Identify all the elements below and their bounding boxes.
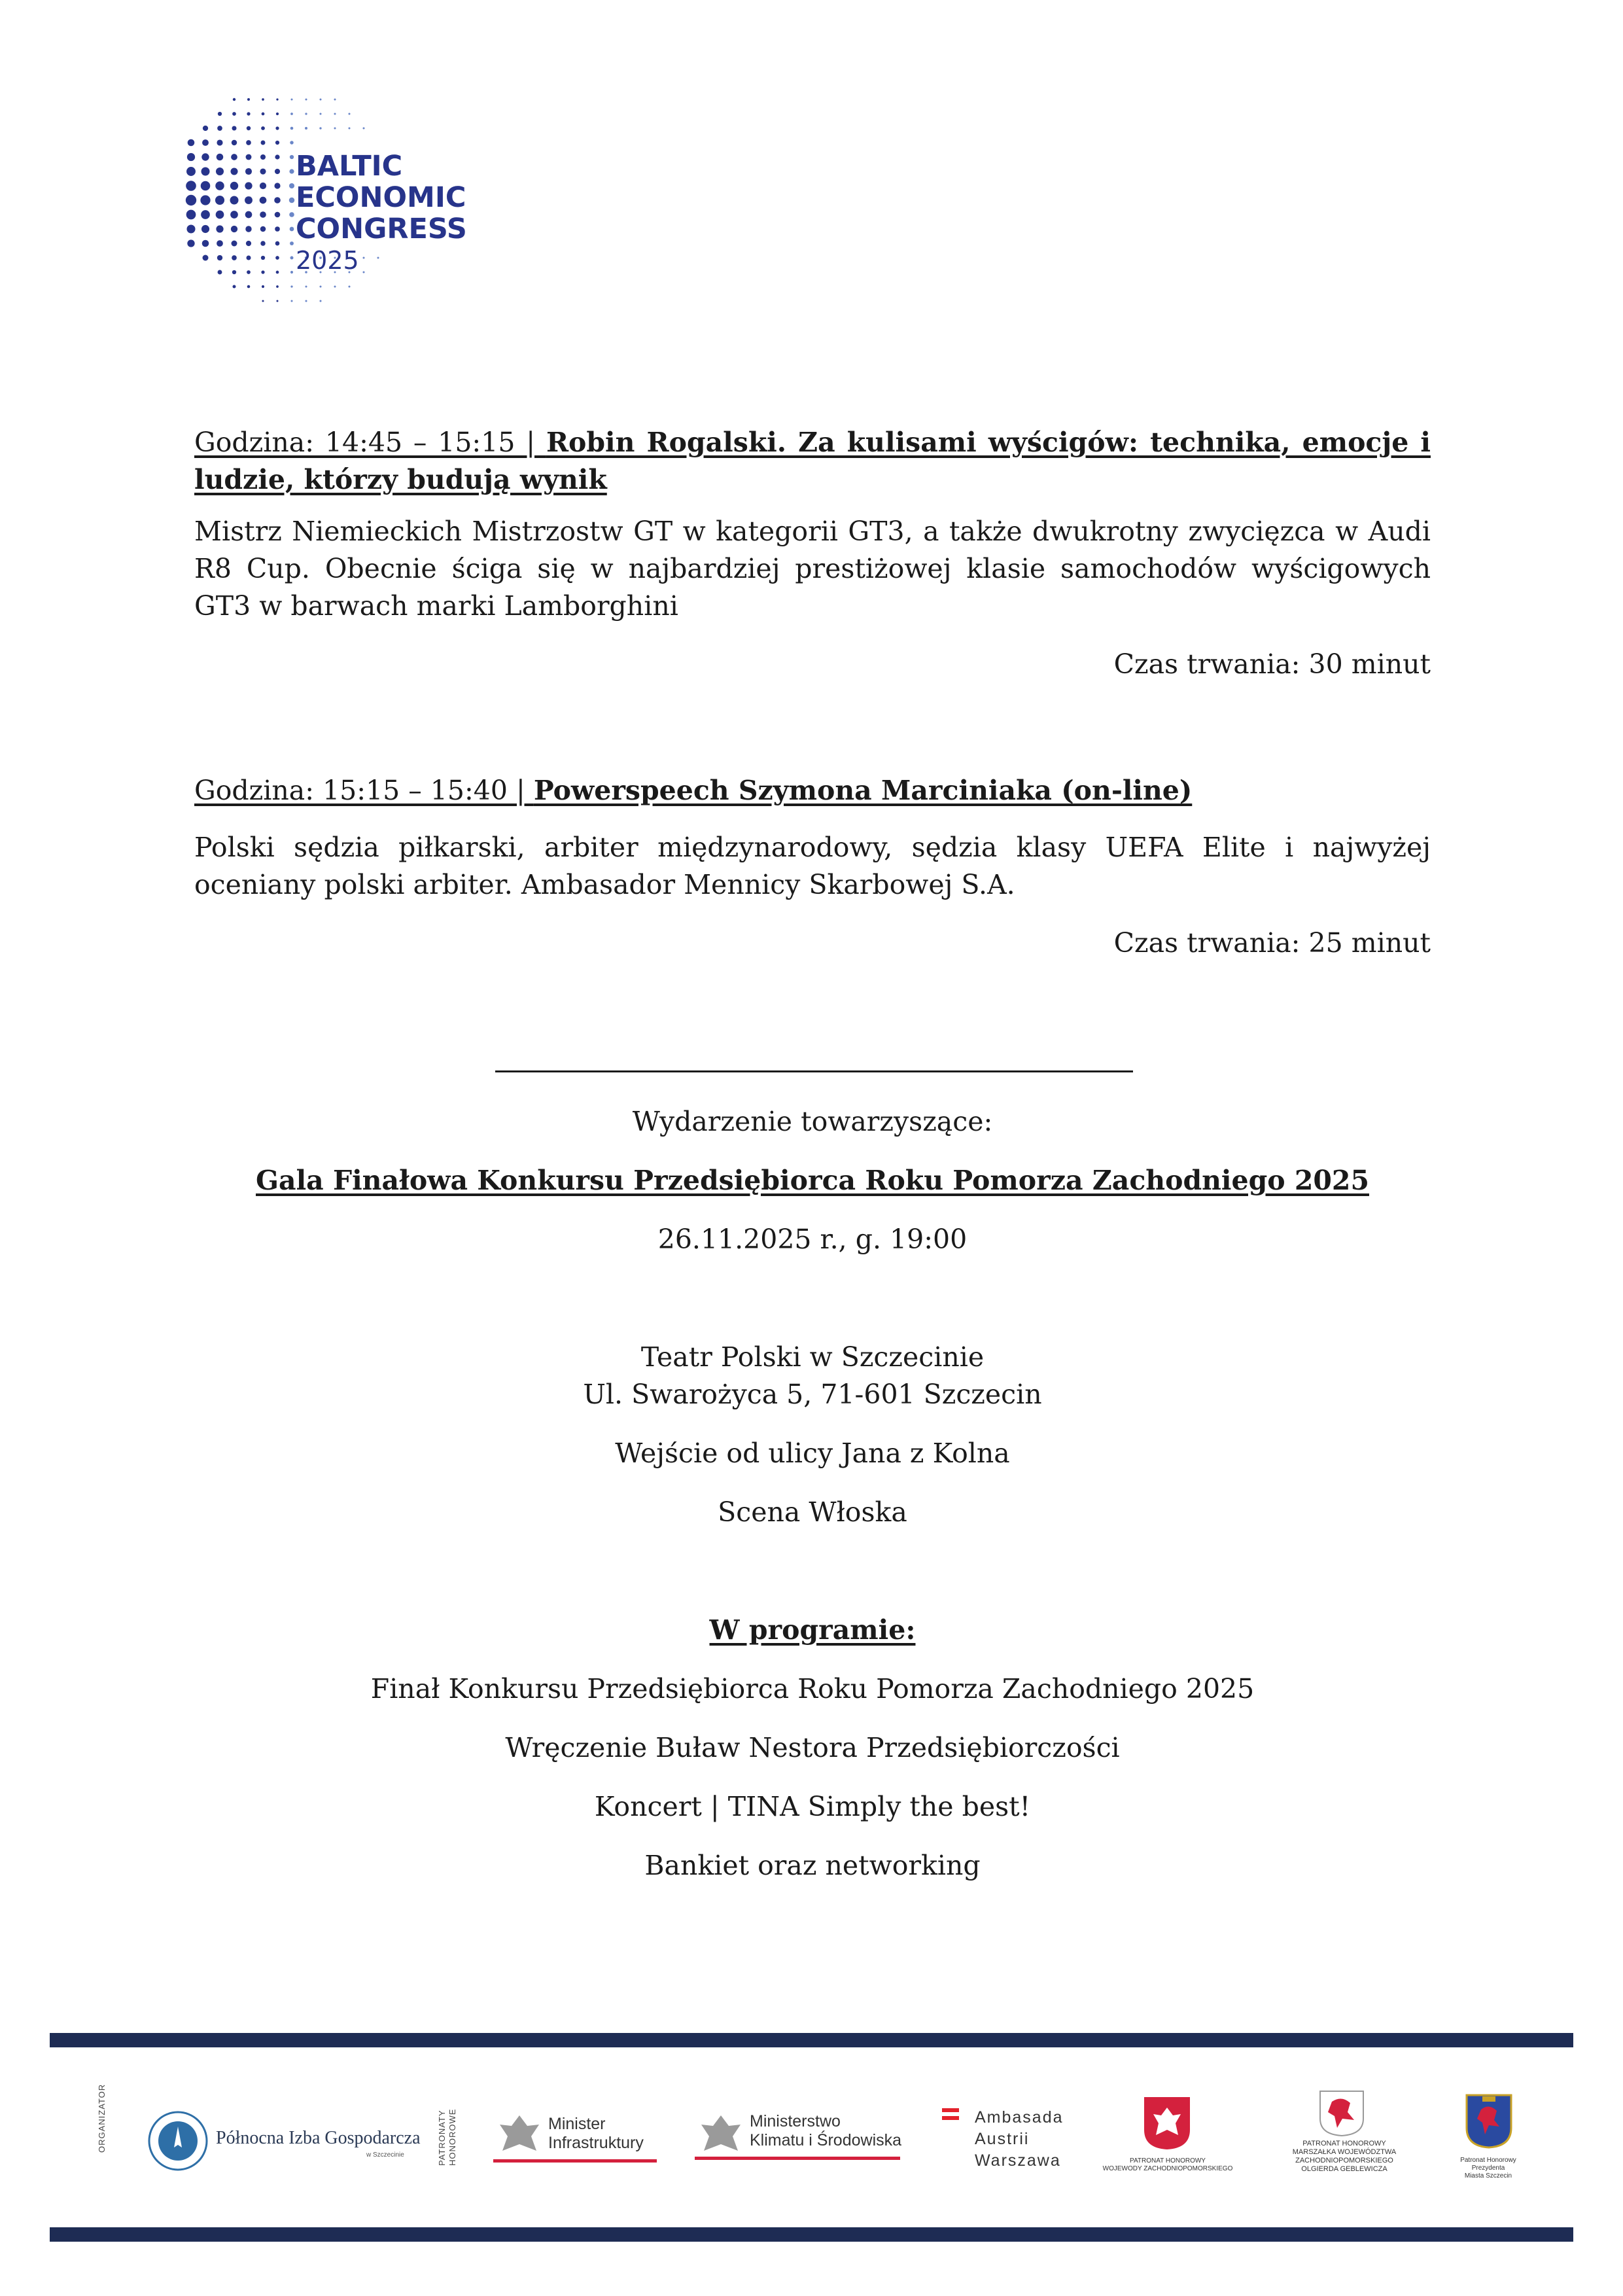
globe-dot	[202, 255, 208, 260]
voivode-line-2: WOJEWODY ZACHODNIOPOMORSKIEGO	[1102, 2165, 1233, 2172]
globe-dot	[260, 211, 266, 218]
organizer-city: w Szczecinie	[366, 2151, 404, 2159]
patronage-label-2: HONOROWE	[447, 2108, 457, 2166]
globe-dot	[218, 112, 222, 116]
globe-dot	[233, 98, 236, 101]
globe-dot	[305, 300, 307, 302]
pig-emblem-icon	[139, 2102, 217, 2180]
organizer-name: Północna Izba Gospodarcza	[216, 2128, 421, 2148]
globe-dot	[305, 99, 307, 101]
globe-dot	[232, 255, 237, 260]
globe-dot	[216, 168, 224, 175]
patronage-label	[437, 2109, 458, 2166]
globe-dot	[217, 139, 222, 145]
globe-dot	[276, 98, 278, 100]
globe-dot	[247, 112, 250, 115]
logo-line-2: ECONOMIC	[296, 181, 466, 214]
globe-dot	[245, 182, 252, 189]
session-1-time: Godzina: 14:45 – 15:15 |	[194, 427, 546, 458]
voivode-patronage	[1086, 2157, 1249, 2173]
globe-dot	[289, 169, 294, 173]
minister-infrastructure	[548, 2115, 644, 2153]
globe-dot	[274, 197, 281, 203]
globe-dot	[217, 255, 222, 260]
session-2-description: Polski sędzia piłkarski, arbiter międzynarodowy, sędzia klasy UEFA Elite i najwyżej oceniany polski arbiter. Ambasador Mennicy Skarbowej S.A.	[194, 832, 1431, 900]
globe-dot	[215, 196, 224, 205]
globe-dot	[320, 300, 322, 302]
globe-dot	[290, 113, 293, 115]
globe-dot	[289, 198, 294, 203]
globe-dot	[275, 126, 279, 130]
globe-dot	[290, 141, 293, 144]
globe-dot	[261, 270, 264, 274]
mayor-line-2: Prezydenta	[1471, 2164, 1505, 2172]
globe-dot	[262, 285, 264, 288]
globe-dot	[260, 154, 266, 160]
globe-dot	[334, 286, 336, 288]
globe-dot	[232, 285, 236, 288]
globe-dot	[260, 183, 266, 189]
austria-flag-icon	[942, 2108, 959, 2120]
globe-dot	[230, 182, 238, 190]
globe-dot	[276, 271, 279, 274]
globe-dot	[245, 226, 251, 232]
session-2-title: Powerspeech Szymona Marciniaka (on-line)	[533, 775, 1193, 806]
globe-dot	[231, 154, 237, 160]
globe-dot	[305, 127, 307, 130]
globe-dot	[230, 196, 239, 205]
mayor-line-1: Patronat Honorowy	[1460, 2157, 1516, 2164]
globe-dot	[262, 113, 265, 116]
globe-dot	[230, 211, 238, 219]
globe-dot	[291, 300, 293, 302]
patronage-label-1: PATRONATY	[437, 2110, 447, 2166]
program-item: Bankiet oraz networking	[644, 1850, 981, 1881]
event-label: Wydarzenie towarzyszące:	[632, 1106, 993, 1137]
globe-dot	[320, 99, 322, 101]
globe-dot	[261, 256, 265, 260]
globe-dot	[290, 256, 294, 260]
globe-dot	[289, 183, 294, 188]
globe-dot	[260, 241, 265, 245]
globe-dot	[247, 98, 250, 101]
globe-dot	[203, 126, 208, 131]
globe-dot	[275, 212, 281, 218]
globe-dot	[319, 127, 321, 129]
globe-dot	[334, 99, 336, 101]
globe-dot	[186, 181, 196, 191]
globe-dot	[262, 300, 264, 302]
szczecin-coat-of-arms-icon	[1465, 2094, 1512, 2149]
globe-dot	[289, 212, 294, 217]
globe-dot	[186, 167, 196, 176]
marshal-line-3: ZACHODNIOPOMORSKIEGO	[1295, 2157, 1393, 2164]
marshal-line-2: MARSZAŁKA WOJEWÓDZTWA	[1292, 2148, 1397, 2156]
globe-dot	[290, 285, 292, 287]
globe-dot	[232, 140, 237, 145]
minister-2-flag-stripe	[695, 2157, 900, 2160]
logo-year: 2025	[296, 246, 359, 275]
mayor-patronage	[1426, 2157, 1550, 2180]
event-address: Ul. Swarożyca 5, 71-601 Szczecin	[583, 1379, 1042, 1410]
globe-dot	[275, 226, 280, 232]
globe-dot	[232, 112, 236, 116]
globe-dot	[217, 126, 222, 131]
globe-dot	[349, 113, 351, 115]
polish-eagle-icon	[493, 2110, 546, 2163]
globe-dot	[216, 225, 223, 232]
polish-eagle-icon	[695, 2110, 747, 2163]
austrian-embassy	[975, 2107, 1064, 2172]
globe-dot	[261, 141, 266, 145]
event-title: Gala Finałowa Konkursu Przedsiębiorca Roku Pomorza Zachodniego 2025	[256, 1165, 1369, 1196]
voivode-line-1: PATRONAT HONOROWY	[1130, 2157, 1206, 2164]
globe-dot	[201, 225, 209, 233]
globe-dot	[232, 270, 236, 274]
globe-dot	[186, 210, 196, 220]
globe-dot	[247, 256, 251, 260]
globe-dot	[201, 210, 210, 219]
session-1-duration: Czas trwania: 30 minut	[1113, 648, 1431, 680]
globe-dot	[334, 128, 336, 130]
globe-dot	[260, 197, 267, 204]
globe-dot	[217, 240, 223, 247]
organizer-label: ORGANIZATOR	[97, 2083, 107, 2153]
globe-dot	[320, 286, 322, 288]
globe-dot	[260, 168, 266, 174]
session-2-duration: Czas trwania: 25 minut	[1113, 927, 1431, 959]
globe-dot	[200, 195, 210, 205]
mayor-line-3: Miasta Szczecin	[1464, 2172, 1512, 2180]
globe-dot	[275, 154, 279, 159]
globe-dot	[290, 271, 293, 274]
polish-coat-of-arms-icon	[1143, 2096, 1191, 2151]
session-2	[194, 772, 1431, 962]
globe-dot	[245, 211, 253, 219]
embassy-line-2: Austrii	[975, 2130, 1030, 2148]
globe-dot	[290, 127, 294, 130]
griffin-coat-of-arms-icon	[1319, 2090, 1365, 2137]
globe-dot	[186, 224, 195, 233]
marshal-line-1: PATRONAT HONOROWY	[1302, 2140, 1386, 2147]
globe-dot	[231, 226, 237, 232]
event-datetime: 26.11.2025 r., g. 19:00	[657, 1224, 968, 1255]
globe-dot	[247, 285, 251, 289]
globe-dot	[275, 241, 280, 246]
footer-top-bar	[50, 2033, 1573, 2047]
globe-dot	[290, 155, 294, 159]
embassy-line-3: Warszawa	[975, 2151, 1061, 2170]
globe-dot	[246, 140, 251, 145]
embassy-line-1: Ambasada	[975, 2108, 1064, 2127]
program-item: Wręczenie Buław Nestora Przedsiębiorczości	[505, 1732, 1120, 1763]
marshal-patronage	[1263, 2140, 1426, 2174]
globe-dot	[349, 286, 351, 288]
globe-dot	[260, 226, 266, 232]
globe-dot	[187, 239, 194, 247]
globe-dot	[247, 270, 251, 274]
globe-dot	[188, 139, 195, 147]
globe-dot	[275, 169, 280, 174]
globe-dot	[305, 286, 307, 288]
event-venue: Teatr Polski w Szczecinie	[640, 1341, 985, 1373]
minister-1-flag-stripe	[493, 2159, 657, 2163]
logo-line-1: BALTIC	[296, 150, 403, 183]
globe-dot	[218, 270, 222, 275]
globe-dot	[276, 113, 279, 115]
globe-dot	[261, 126, 265, 130]
session-1-title: Robin Rogalski. Za kulisami wyścigów: technika, emocje i ludzie, którzy budują wynik	[194, 427, 1431, 495]
globe-dot	[349, 128, 351, 130]
globe-dot	[230, 168, 237, 175]
minister-1-line-1: Minister	[548, 2115, 606, 2133]
globe-dot	[245, 196, 253, 204]
globe-dot	[246, 241, 251, 246]
marshal-line-4: OLGIERDA GEBLEWICZA	[1301, 2165, 1387, 2173]
globe-dot	[262, 98, 264, 101]
globe-dot	[232, 126, 236, 130]
globe-dot	[217, 154, 224, 161]
session-1-description: Mistrz Niemieckich Mistrzostw GT w kategorii GT3, a także dwukrotny zwycięzca w Audi R8 Cup. Obecnie ściga się w najbardziej prestiżowej klasie samochodów wyścigowych GT3 w barwach marki Lamborghini	[194, 516, 1431, 622]
globe-dot	[187, 153, 195, 161]
session-1	[194, 424, 1431, 683]
globe-dot	[245, 168, 252, 175]
logo-wordmark	[296, 150, 467, 276]
program-item: Koncert | TINA Simply the best!	[594, 1791, 1031, 1822]
globe-dot	[246, 154, 252, 160]
globe-dot	[215, 181, 224, 190]
globe-dot	[247, 126, 251, 130]
globe-dot	[334, 113, 336, 115]
globe-dot	[290, 227, 294, 232]
globe-dot	[320, 113, 322, 115]
minister-1-line-2: Infrastruktury	[548, 2134, 644, 2152]
ministry-climate	[750, 2112, 901, 2150]
globe-dot	[305, 113, 307, 115]
globe-dot	[232, 241, 237, 247]
globe-dot	[290, 241, 294, 245]
globe-dot	[275, 256, 279, 260]
event-entrance: Wejście od ulicy Jana z Kolna	[615, 1438, 1010, 1469]
globe-dot	[202, 240, 209, 247]
globe-dot	[186, 195, 196, 205]
globe-dot	[277, 300, 279, 302]
event-stage: Scena Włoska	[718, 1496, 907, 1528]
section-divider	[495, 1070, 1133, 1072]
globe-dot	[275, 141, 279, 145]
globe-dot	[216, 211, 224, 219]
program-item: Finał Konkursu Przedsiębiorca Roku Pomorza Zachodniego 2025	[370, 1673, 1255, 1704]
minister-2-line-2: Klimatu i Środowiska	[750, 2131, 902, 2149]
session-2-time: Godzina: 15:15 – 15:40 |	[194, 775, 534, 806]
globe-dot	[201, 153, 209, 160]
logo-line-3: CONGRESS	[296, 213, 467, 245]
globe-dot	[291, 99, 293, 101]
globe-dot	[276, 285, 279, 288]
globe-dot	[274, 183, 280, 188]
program-heading: W programie:	[709, 1614, 916, 1646]
globe-dot	[201, 181, 211, 191]
session-1-heading	[194, 424, 1431, 499]
session-2-heading	[194, 772, 1431, 809]
globe-dot	[202, 139, 209, 146]
globe-dot	[201, 168, 210, 176]
globe-dot	[363, 128, 365, 130]
footer-bottom-bar	[50, 2227, 1573, 2242]
minister-2-line-1: Ministerstwo	[750, 2112, 841, 2130]
